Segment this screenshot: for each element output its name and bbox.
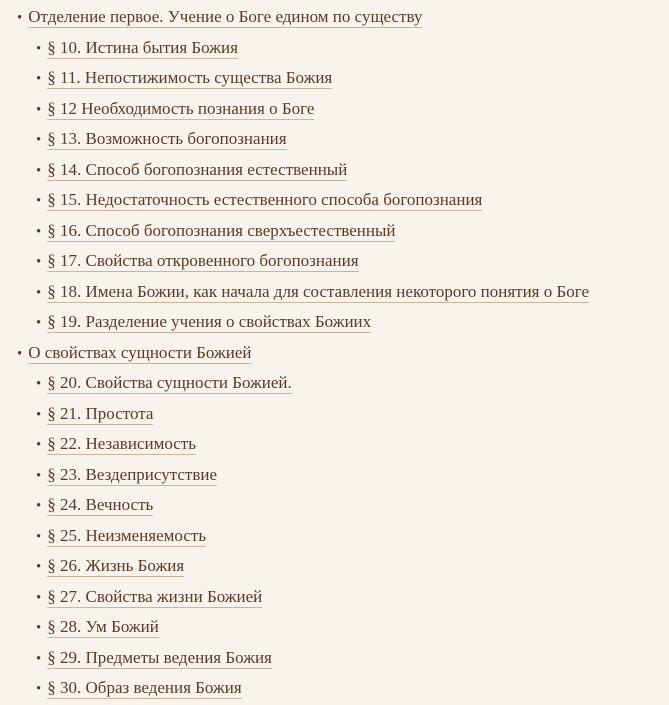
toc-link[interactable]: § 20. Свойства сущности Божией. [47, 373, 292, 392]
table-of-contents [0, 2, 669, 704]
bullet-icon: • [36, 589, 42, 606]
toc-link[interactable]: § 16. Способ богопознания сверхъестественный [47, 220, 396, 240]
bullet-icon: • [36, 223, 42, 240]
list-item [0, 612, 669, 643]
toc-link[interactable]: § 11. Непостижимость существа Божия [47, 68, 333, 87]
list-item [0, 307, 669, 338]
section-heading [0, 2, 669, 33]
bullet-icon: • [36, 254, 42, 270]
toc-section-1 [0, 2, 669, 338]
toc-link[interactable]: § 29. Предметы ведения Божия [47, 647, 272, 667]
toc-link[interactable]: § 18. Имена Божии, как начала для составления некоторого понятия о Боге [47, 281, 590, 301]
toc-link[interactable]: § 30. Образ ведения Божия [47, 678, 242, 697]
toc-link[interactable]: § 17. Свойства откровенного богопознания [47, 251, 359, 270]
bullet-icon: • [36, 284, 42, 301]
bullet-icon: • [36, 376, 42, 392]
list-item [0, 155, 669, 186]
list-item [0, 185, 669, 216]
list-item [0, 368, 669, 399]
bullet-icon: • [36, 101, 42, 118]
toc-link[interactable]: § 10. Истина бытия Божия [47, 37, 238, 57]
bullet-icon: • [36, 162, 42, 179]
toc-link[interactable]: § 27. Свойства жизни Божией [47, 586, 263, 606]
bullet-icon: • [36, 437, 42, 453]
bullet-icon: • [36, 650, 42, 667]
toc-link[interactable]: § 15. Недостаточность естественного способа богопознания [47, 190, 483, 209]
list-item [0, 643, 669, 674]
bullet-icon: • [36, 467, 42, 484]
list-item [0, 429, 669, 460]
list-item [0, 490, 669, 521]
bullet-icon: • [36, 681, 42, 697]
toc-link[interactable]: § 23. Вездеприсутствие [47, 464, 218, 484]
section-link-2[interactable]: О свойствах сущности Божией [28, 342, 252, 362]
bullet-icon: • [17, 10, 23, 26]
list-item [0, 521, 669, 552]
list-item [0, 94, 669, 125]
list-item [0, 399, 669, 430]
bullet-icon: • [36, 315, 42, 331]
bullet-icon: • [36, 498, 42, 514]
list-item [0, 124, 669, 155]
list-item [0, 460, 669, 491]
list-item [0, 673, 669, 704]
toc-link[interactable]: § 12 Необходимость познания о Боге [47, 98, 315, 118]
toc-link[interactable]: § 14. Способ богопознания естественный [47, 159, 348, 179]
toc-link[interactable]: § 21. Простота [47, 403, 154, 423]
list-item [0, 33, 669, 64]
toc-link[interactable]: § 22. Независимость [47, 434, 196, 453]
toc-link[interactable]: § 19. Разделение учения о свойствах Божиих [47, 312, 372, 331]
toc-link[interactable]: § 26. Жизнь Божия [47, 556, 185, 575]
section-heading [0, 338, 669, 369]
bullet-icon: • [36, 620, 42, 636]
list-item [0, 63, 669, 94]
list-item [0, 582, 669, 613]
list-item [0, 551, 669, 582]
toc-link[interactable]: § 28. Ум Божий [47, 617, 159, 636]
list-item [0, 277, 669, 308]
bullet-icon: • [36, 132, 42, 148]
bullet-icon: • [17, 345, 23, 362]
bullet-icon: • [36, 559, 42, 575]
bullet-icon: • [36, 40, 42, 57]
bullet-icon: • [36, 193, 42, 209]
toc-link[interactable]: § 24. Вечность [47, 495, 154, 514]
section-link-1[interactable]: Отделение первое. Учение о Боге едином по существу [28, 7, 423, 26]
toc-link[interactable]: § 13. Возможность богопознания [47, 129, 287, 148]
list-item [0, 216, 669, 247]
bullet-icon: • [36, 406, 42, 423]
toc-section-2 [0, 338, 669, 704]
toc-link[interactable]: § 25. Неизменяемость [47, 525, 207, 545]
bullet-icon: • [36, 71, 42, 87]
list-item [0, 246, 669, 277]
bullet-icon: • [36, 528, 42, 545]
